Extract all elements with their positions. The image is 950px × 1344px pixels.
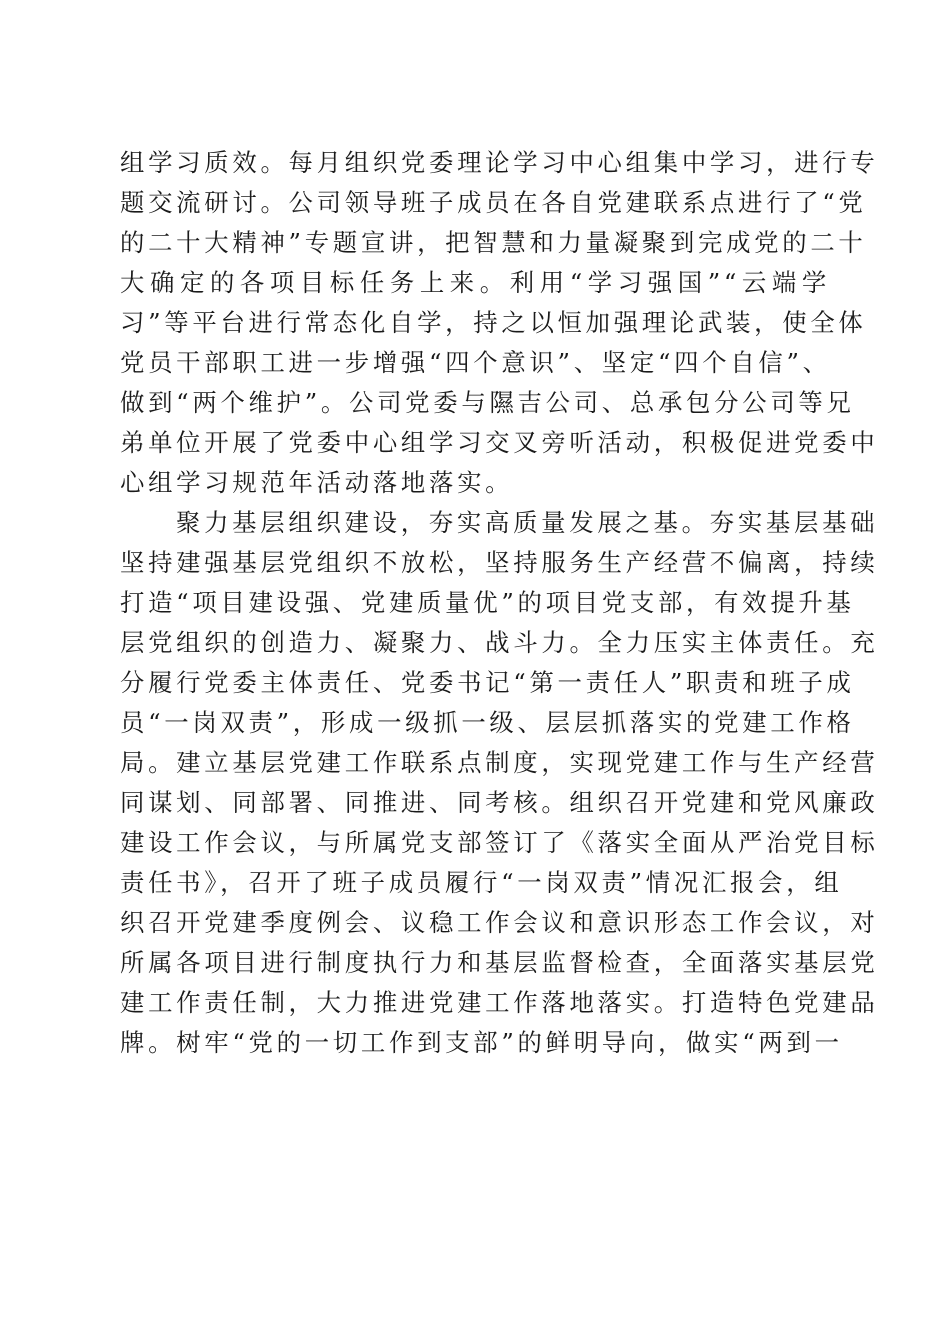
document-body bbox=[120, 143, 879, 1063]
text-line: 习”等平台进行常态化自学，持之以恒加强理论武装，使全体 bbox=[120, 308, 867, 337]
paragraph-2 bbox=[120, 503, 879, 1063]
text-line: 大确定的各项目标任务上来。利用“学习强国”“云端学 bbox=[120, 268, 830, 297]
text-line: 员“一岗双责”，形成一级抓一级、层层抓落实的党建工作格 bbox=[120, 708, 855, 737]
text-line: 建设工作会议，与所属党支部签订了《落实全面从严治党目标 bbox=[120, 828, 879, 857]
text-line: 做到“两个维护”。公司党委与隰吉公司、总承包分公司等兄 bbox=[120, 388, 855, 417]
text-line: 责任书》，召开了班子成员履行“一岗双责”情况汇报会，组 bbox=[120, 868, 843, 897]
text-line: 所属各项目进行制度执行力和基层监督检查，全面落实基层党 bbox=[120, 948, 879, 977]
paragraph-1 bbox=[120, 143, 879, 503]
text-line: 打造“项目建设强、党建质量优”的项目党支部，有效提升基 bbox=[120, 588, 855, 617]
text-line: 的二十大精神”专题宣讲，把智慧和力量凝聚到完成党的二十 bbox=[120, 228, 867, 257]
text-line: 同谋划、同部署、同推进、同考核。组织召开党建和党风廉政 bbox=[120, 788, 879, 817]
text-line: 弟单位开展了党委中心组学习交叉旁听活动，积极促进党委中 bbox=[120, 428, 879, 457]
text-line: 党员干部职工进一步增强“四个意识”、坚定“四个自信”、 bbox=[120, 348, 831, 377]
text-line: 坚持建强基层党组织不放松，坚持服务生产经营不偏离，持续 bbox=[120, 548, 879, 577]
text-line: 聚力基层组织建设，夯实高质量发展之基。夯实基层基础 bbox=[176, 508, 879, 537]
text-line: 题交流研讨。公司领导班子成员在各自党建联系点进行了“党 bbox=[120, 188, 867, 217]
text-line: 牌。树牢“党的一切工作到支部”的鲜明导向，做实“两到一 bbox=[120, 1028, 843, 1057]
text-line: 心组学习规范年活动落地落实。 bbox=[120, 468, 514, 497]
text-line: 组学习质效。每月组织党委理论学习中心组集中学习，进行专 bbox=[120, 148, 879, 177]
text-line: 层党组织的创造力、凝聚力、战斗力。全力压实主体责任。充 bbox=[120, 628, 879, 657]
text-line: 建工作责任制，大力推进党建工作落地落实。打造特色党建品 bbox=[120, 988, 879, 1017]
text-line: 分履行党委主体责任、党委书记“第一责任人”职责和班子成 bbox=[120, 668, 855, 697]
text-line: 织召开党建季度例会、议稳工作会议和意识形态工作会议，对 bbox=[120, 908, 879, 937]
text-line: 局。建立基层党建工作联系点制度，实现党建工作与生产经营 bbox=[120, 748, 879, 777]
